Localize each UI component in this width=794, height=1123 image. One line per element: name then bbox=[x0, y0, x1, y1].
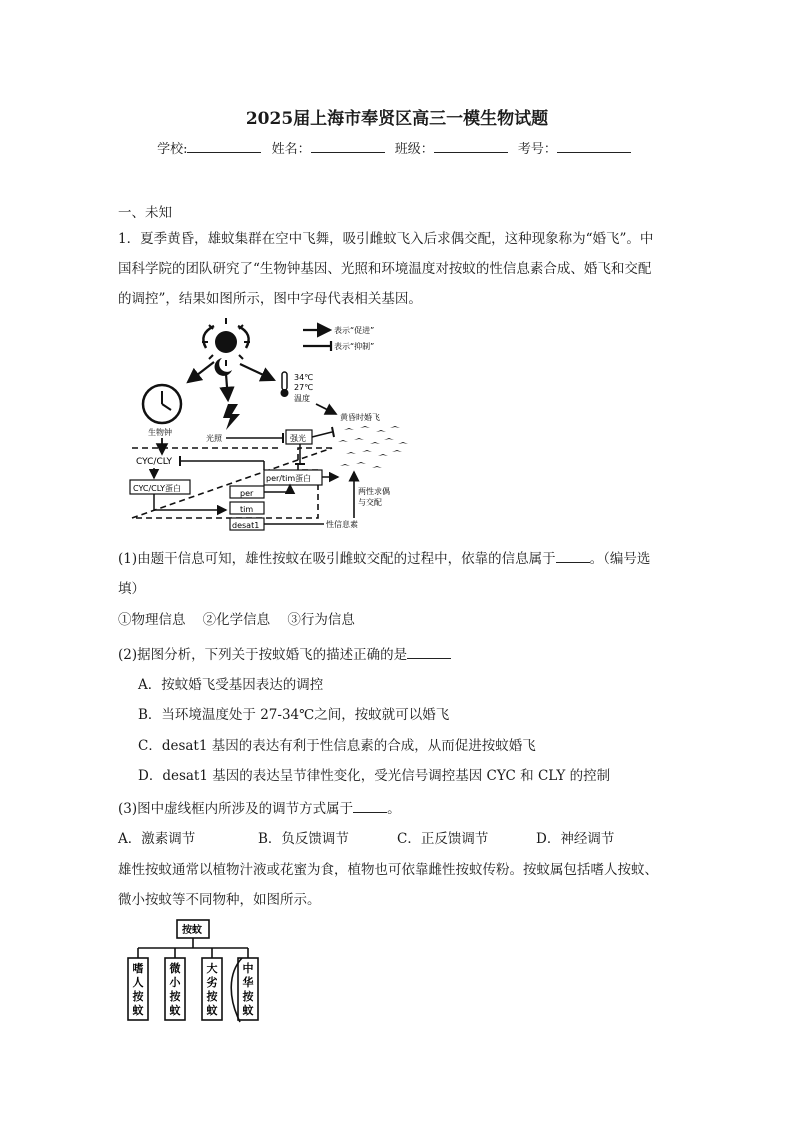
swarm-label: 黄昏时婚飞 bbox=[340, 413, 380, 422]
school-blank[interactable] bbox=[187, 139, 261, 153]
q1-sub2-option-a: A．按蚊婚飞受基因表达的调控 bbox=[138, 677, 324, 693]
per-tim-protein-box: per/tim蛋白 bbox=[266, 474, 312, 483]
para2-line-2: 微小按蚊等不同物种，如图所示。 bbox=[118, 892, 321, 908]
q1-sub2-option-d: D．desat1 基因的表达呈节律性变化，受光信号调控基因 CYC 和 CLY 的控制 bbox=[138, 768, 611, 784]
q1-intro-line-1: 1．夏季黄昏，雄蚊集群在空中飞舞，吸引雌蚊飞入后求偶交配，这种现象称为“婚飞”。中 bbox=[118, 231, 654, 247]
species-label: 嗜人按蚊 bbox=[132, 962, 144, 1017]
q1-sub1-line-1: (1)由题干信息可知，雄性按蚊在吸引雌蚊交配的过程中，依靠的信息属于 。（编号选 bbox=[118, 551, 651, 567]
q1-sub1-options bbox=[118, 610, 355, 630]
q1-sub3-option-c: C．正反馈调节 bbox=[397, 831, 489, 847]
mosquito-swarm-icon bbox=[338, 426, 408, 468]
answer-blank-3[interactable] bbox=[353, 800, 387, 813]
light-label: 光照 bbox=[206, 434, 222, 443]
student-info-line bbox=[0, 138, 794, 157]
strong-light-box: 强光 bbox=[290, 434, 306, 443]
class-blank[interactable] bbox=[434, 139, 508, 153]
per-gene-box: per bbox=[240, 489, 254, 498]
q1-sub3-option-a: A．激素调节 bbox=[118, 831, 196, 847]
cyc-cly-protein-box: CYC/CLY蛋白 bbox=[133, 484, 182, 493]
q1-sub2-option-c: C．desat1 基因的表达有利于性信息素的合成，从而促进按蚊婚飞 bbox=[138, 738, 536, 754]
q1-intro-line-2: 国科学院的团队研究了“生物钟基因、光照和环境温度对按蚊的性信息素合成、婚飞和交配 bbox=[118, 261, 652, 277]
tree-root: 按蚊 bbox=[182, 925, 202, 936]
temp-label: 温度 bbox=[294, 394, 310, 403]
tim-gene-box: tim bbox=[240, 505, 254, 514]
name-label: 姓名： bbox=[271, 142, 311, 157]
q1-intro-line-3: 的调控”，结果如图所示，图中字母代表相关基因。 bbox=[118, 291, 422, 307]
species-label: 中华按蚊 bbox=[242, 962, 254, 1017]
pheromone-label: 性信息素 bbox=[326, 520, 358, 529]
exam-no-label: 考号： bbox=[517, 142, 557, 157]
regulation-diagram bbox=[118, 318, 418, 538]
option-behavioral: ③行为信息 bbox=[287, 612, 355, 628]
mating-label-1: 两性求偶 bbox=[358, 487, 390, 496]
species-label: 微小按蚊 bbox=[169, 962, 181, 1017]
q1-sub1-line-2: 填） bbox=[118, 581, 145, 597]
q1-sub3-stem: (3)图中虚线框内所涉及的调节方式属于 。 bbox=[118, 801, 401, 817]
mating-label-2: 与交配 bbox=[358, 498, 382, 507]
clock-label: 生物钟 bbox=[148, 428, 172, 437]
para2-line-1: 雄性按蚊通常以植物汁液或花蜜为食，植物也可依靠雌性按蚊传粉。按蚊属包括嗜人按蚊、 bbox=[118, 862, 658, 878]
thermometer-icon bbox=[281, 372, 289, 397]
lightning-icon bbox=[223, 404, 240, 430]
page-title: 2025届上海市奉贤区高三一模生物试题 bbox=[245, 109, 549, 129]
clock-icon bbox=[143, 385, 181, 423]
sun-moon-icon bbox=[202, 318, 250, 376]
temp-27: 27℃ bbox=[294, 383, 314, 392]
exam-no-blank[interactable] bbox=[557, 139, 631, 153]
q1-sub3-option-b: B．负反馈调节 bbox=[258, 831, 349, 847]
option-chemical: ②化学信息 bbox=[202, 612, 271, 628]
q1-sub3-option-d: D．神经调节 bbox=[536, 831, 615, 847]
q1-sub2-option-b: B．当环境温度处于 27-34℃之间，按蚊就可以婚飞 bbox=[138, 707, 450, 723]
section-heading: 一、未知 bbox=[118, 205, 172, 221]
anopheles-species-tree bbox=[118, 918, 278, 1024]
species-label: 大劣按蚊 bbox=[206, 962, 218, 1017]
temp-34: 34℃ bbox=[294, 373, 314, 382]
answer-blank-1[interactable] bbox=[556, 550, 590, 563]
legend-promote: 表示“促进” bbox=[334, 326, 375, 335]
class-label: 班级： bbox=[394, 142, 434, 157]
legend-inhibit: 表示“抑制” bbox=[334, 342, 375, 351]
answer-blank-2[interactable] bbox=[407, 646, 451, 659]
desat1-gene-box: desat1 bbox=[232, 521, 260, 530]
option-physical: ①物理信息 bbox=[118, 612, 186, 628]
cyc-cly-gene: CYC/CLY bbox=[136, 457, 173, 467]
legend bbox=[303, 325, 374, 351]
school-label: 学校: bbox=[157, 142, 188, 157]
q1-sub2-stem: (2)据图分析，下列关于按蚊婚飞的描述正确的是 bbox=[118, 645, 451, 665]
name-blank[interactable] bbox=[311, 139, 385, 153]
